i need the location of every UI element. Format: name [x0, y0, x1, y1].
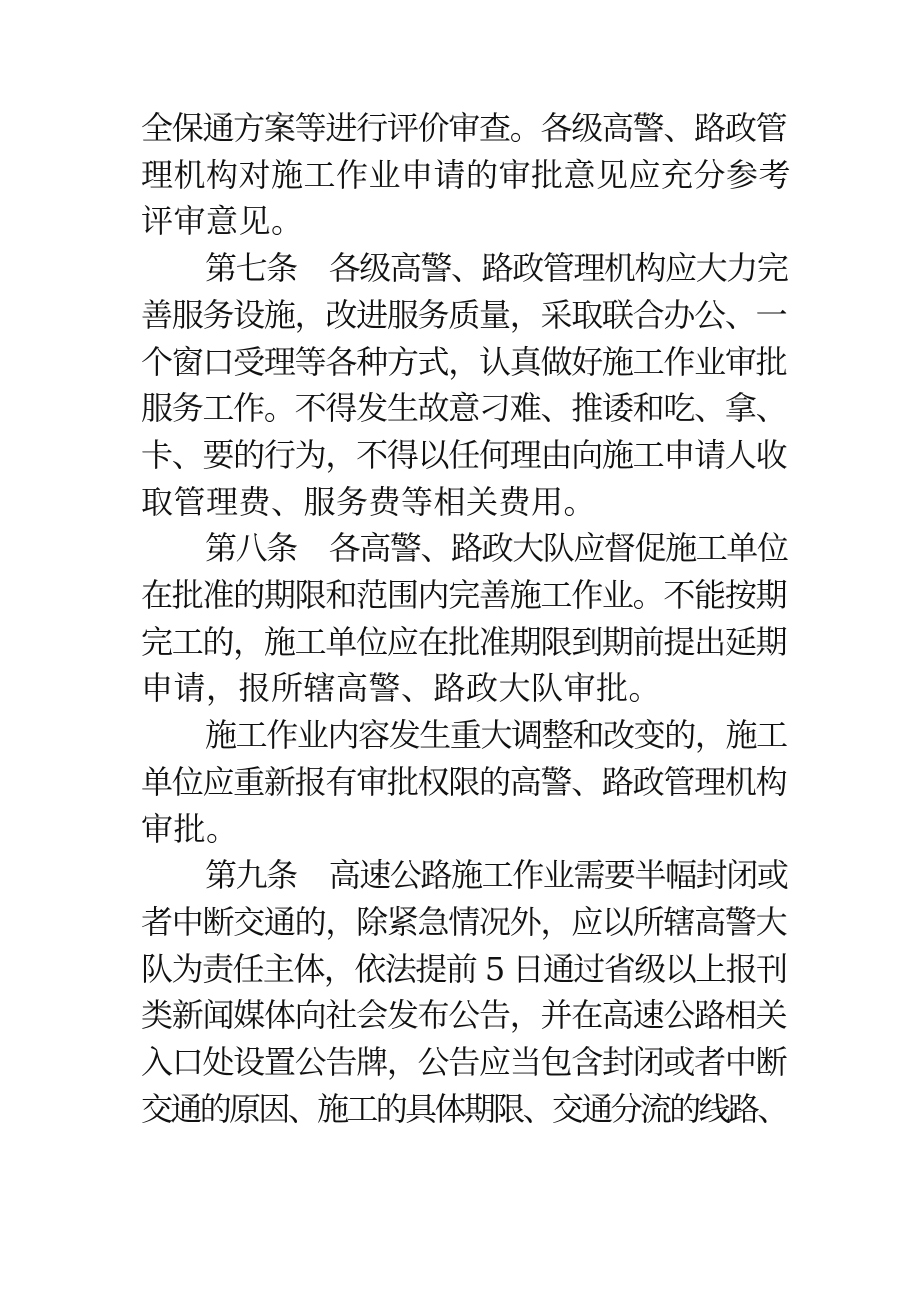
text-line: 类新闻媒体向社会发布公告，并在高速公路相关 — [141, 996, 787, 1035]
document-body — [141, 105, 791, 1132]
article-8-paragraph — [141, 525, 791, 712]
text-line: 在批准的期限和范围内完善施工作业。不能按期 — [141, 576, 787, 615]
paragraph-adjustment — [141, 712, 791, 852]
text-line: 交通的原因、施工的具体期限、交通分流的线路、 — [141, 1089, 787, 1128]
text-line: 者中断交通的，除紧急情况外，应以所辖高警大 — [141, 902, 787, 941]
text-line: 施工作业内容发生重大调整和改变的，施工 — [205, 716, 787, 755]
text-line: 取管理费、服务费等相关费用。 — [141, 482, 597, 521]
text-line: 善服务设施，改进服务质量，采取联合办公、一 — [141, 295, 787, 334]
text-line: 申请，报所辖高警、路政大队审批。 — [141, 669, 662, 708]
text-line — [141, 525, 791, 572]
text-line: 审批。 — [141, 809, 239, 848]
article-7-paragraph — [141, 245, 791, 525]
paragraph-1 — [141, 105, 791, 245]
text-line: 卡、要的行为，不得以任何理由向施工申请人收 — [141, 435, 787, 474]
text-line — [141, 852, 791, 899]
article-9-text-start: 高速公路施工作业需要半幅封闭或 — [328, 856, 788, 895]
article-7-text-start: 各级高警、路政管理机构应大力完 — [328, 249, 788, 288]
text-line — [141, 245, 791, 292]
article-7-label: 第七条 — [205, 249, 297, 288]
text-line: 队为责任主体，依法提前 5 日通过省级以上报刊 — [141, 949, 787, 988]
article-8-text-start: 各高警、路政大队应督促施工单位 — [328, 529, 788, 568]
article-9-label: 第九条 — [205, 856, 297, 895]
text-line: 评审意见。 — [141, 202, 304, 241]
article-8-label: 第八条 — [205, 529, 297, 568]
article-9-paragraph — [141, 852, 791, 1132]
text-line: 理机构对施工作业申请的审批意见应充分参考 — [141, 155, 792, 194]
text-line: 入口处设置公告牌，公告应当包含封闭或者中断 — [141, 1043, 787, 1082]
text-line: 单位应重新报有审批权限的高警、路政管理机构 — [141, 762, 787, 801]
text-line: 全保通方案等进行评价审查。各级高警、路政管 — [141, 109, 787, 147]
text-line: 个窗口受理等各种方式，认真做好施工作业审批 — [141, 342, 787, 381]
text-line: 完工的，施工单位应在批准期限到期前提出延期 — [141, 622, 787, 661]
text-line: 服务工作。不得发生故意刁难、推诿和吃、拿、 — [141, 389, 787, 428]
